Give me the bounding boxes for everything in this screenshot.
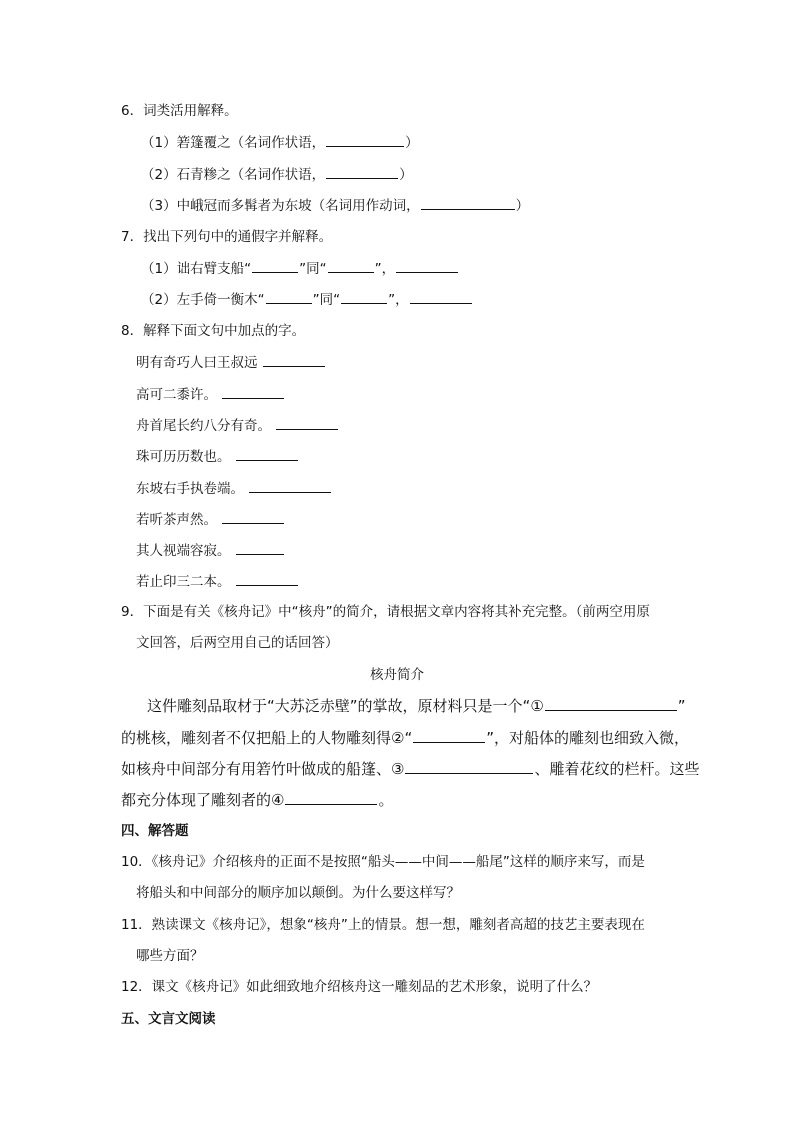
answer-blank[interactable] (326, 132, 404, 147)
answer-blank[interactable] (236, 540, 284, 555)
section-heading-5: 五、文言文阅读 (121, 1011, 216, 1027)
answer-blank[interactable] (222, 509, 284, 524)
q8-item-4: 珠可历历数也。 (136, 446, 299, 467)
q10-line-1: 10．《核舟记》介绍核舟的正面不是按照“船头——中间——船尾”这样的顺序来写，而是 (121, 854, 645, 870)
q8-item-8: 若止印三二本。 (136, 571, 299, 592)
q9-paragraph-line-4: 都充分体现了雕刻者的④ 。 (121, 791, 394, 809)
answer-blank[interactable] (263, 352, 325, 367)
q8-item-5: 东坡右手执卷端。 (136, 478, 332, 499)
q11-line-2: 哪些方面？ (136, 948, 204, 964)
answer-blank[interactable] (236, 446, 298, 461)
answer-blank[interactable] (236, 571, 298, 586)
q6-item-1: （1）箬篷覆之（名词作状语， ） (141, 132, 419, 153)
answer-blank[interactable] (285, 790, 377, 805)
answer-blank[interactable] (326, 164, 398, 179)
q12-line-1: 12．课文《核舟记》如此细致地介绍核舟这一雕刻品的艺术形象，说明了什么？ (121, 979, 598, 995)
answer-blank[interactable] (341, 289, 387, 304)
answer-blank[interactable] (405, 759, 533, 774)
q8-item-2: 高可二黍许。 (136, 384, 285, 405)
answer-blank[interactable] (413, 728, 485, 743)
q6-item-3: （3）中峨冠而多髯者为东坡（名词用作动词， ） (141, 195, 529, 216)
q8-item-6: 若听茶声然。 (136, 509, 285, 530)
q9-paragraph-line-1: 这件雕刻品取材于“大苏泛赤壁”的掌故，原材料只是一个“① ” (147, 697, 686, 715)
answer-blank[interactable] (545, 696, 677, 711)
answer-blank[interactable] (410, 289, 472, 304)
answer-blank[interactable] (266, 289, 312, 304)
answer-blank[interactable] (222, 384, 284, 399)
answer-blank[interactable] (421, 195, 515, 210)
q10-line-2: 将船头和中间部分的顺序加以颠倒。为什么要这样写？ (136, 885, 460, 901)
answer-blank[interactable] (276, 415, 338, 430)
q9-paragraph-line-3: 如核舟中间部分有用箬竹叶做成的船篷、③ 、雕着花纹的栏杆。这些 (121, 760, 700, 778)
answer-blank[interactable] (249, 478, 331, 493)
q7-item-2: （2）左手倚一衡木“ ”同“ ”， (141, 289, 473, 310)
q9-paragraph-line-2: 的桃核，雕刻者不仅把船上的人物雕刻得②“ ”，对船体的雕刻也细致入微， (121, 729, 690, 747)
q9-stem-line-2: 文回答，后两空用自己的话回答） (136, 635, 339, 651)
answer-blank[interactable] (252, 258, 298, 273)
answer-blank[interactable] (396, 258, 458, 273)
section-heading-4: 四、解答题 (121, 823, 189, 839)
q11-line-1: 11．熟读课文《核舟记》，想象“核舟”上的情景。想一想，雕刻者高超的技艺主要表现在 (121, 917, 645, 933)
q6-item-2: （2）石青糁之（名词作状语， ） (141, 164, 413, 185)
q7-item-1: （1）诎右臂支船“ ”同“ ”， (141, 258, 459, 279)
q8-item-7: 其人视端容寂。 (136, 540, 285, 561)
q6-stem: 6．词类活用解释。 (121, 103, 238, 119)
q8-item-3: 舟首尾长约八分有奇。 (136, 415, 339, 436)
q7-stem: 7．找出下列句中的通假字并解释。 (121, 229, 333, 245)
q9-stem-line-1: 9．下面是有关《核舟记》中“核舟”的简介，请根据文章内容将其补充完整。（前两空用原 (121, 604, 650, 620)
q9-box-title: 核舟简介 (370, 667, 424, 683)
q8-item-1: 明有奇巧人曰王叔远 (136, 352, 326, 373)
q8-stem: 8．解释下面文句中加点的字。 (121, 323, 306, 339)
answer-blank[interactable] (328, 258, 374, 273)
